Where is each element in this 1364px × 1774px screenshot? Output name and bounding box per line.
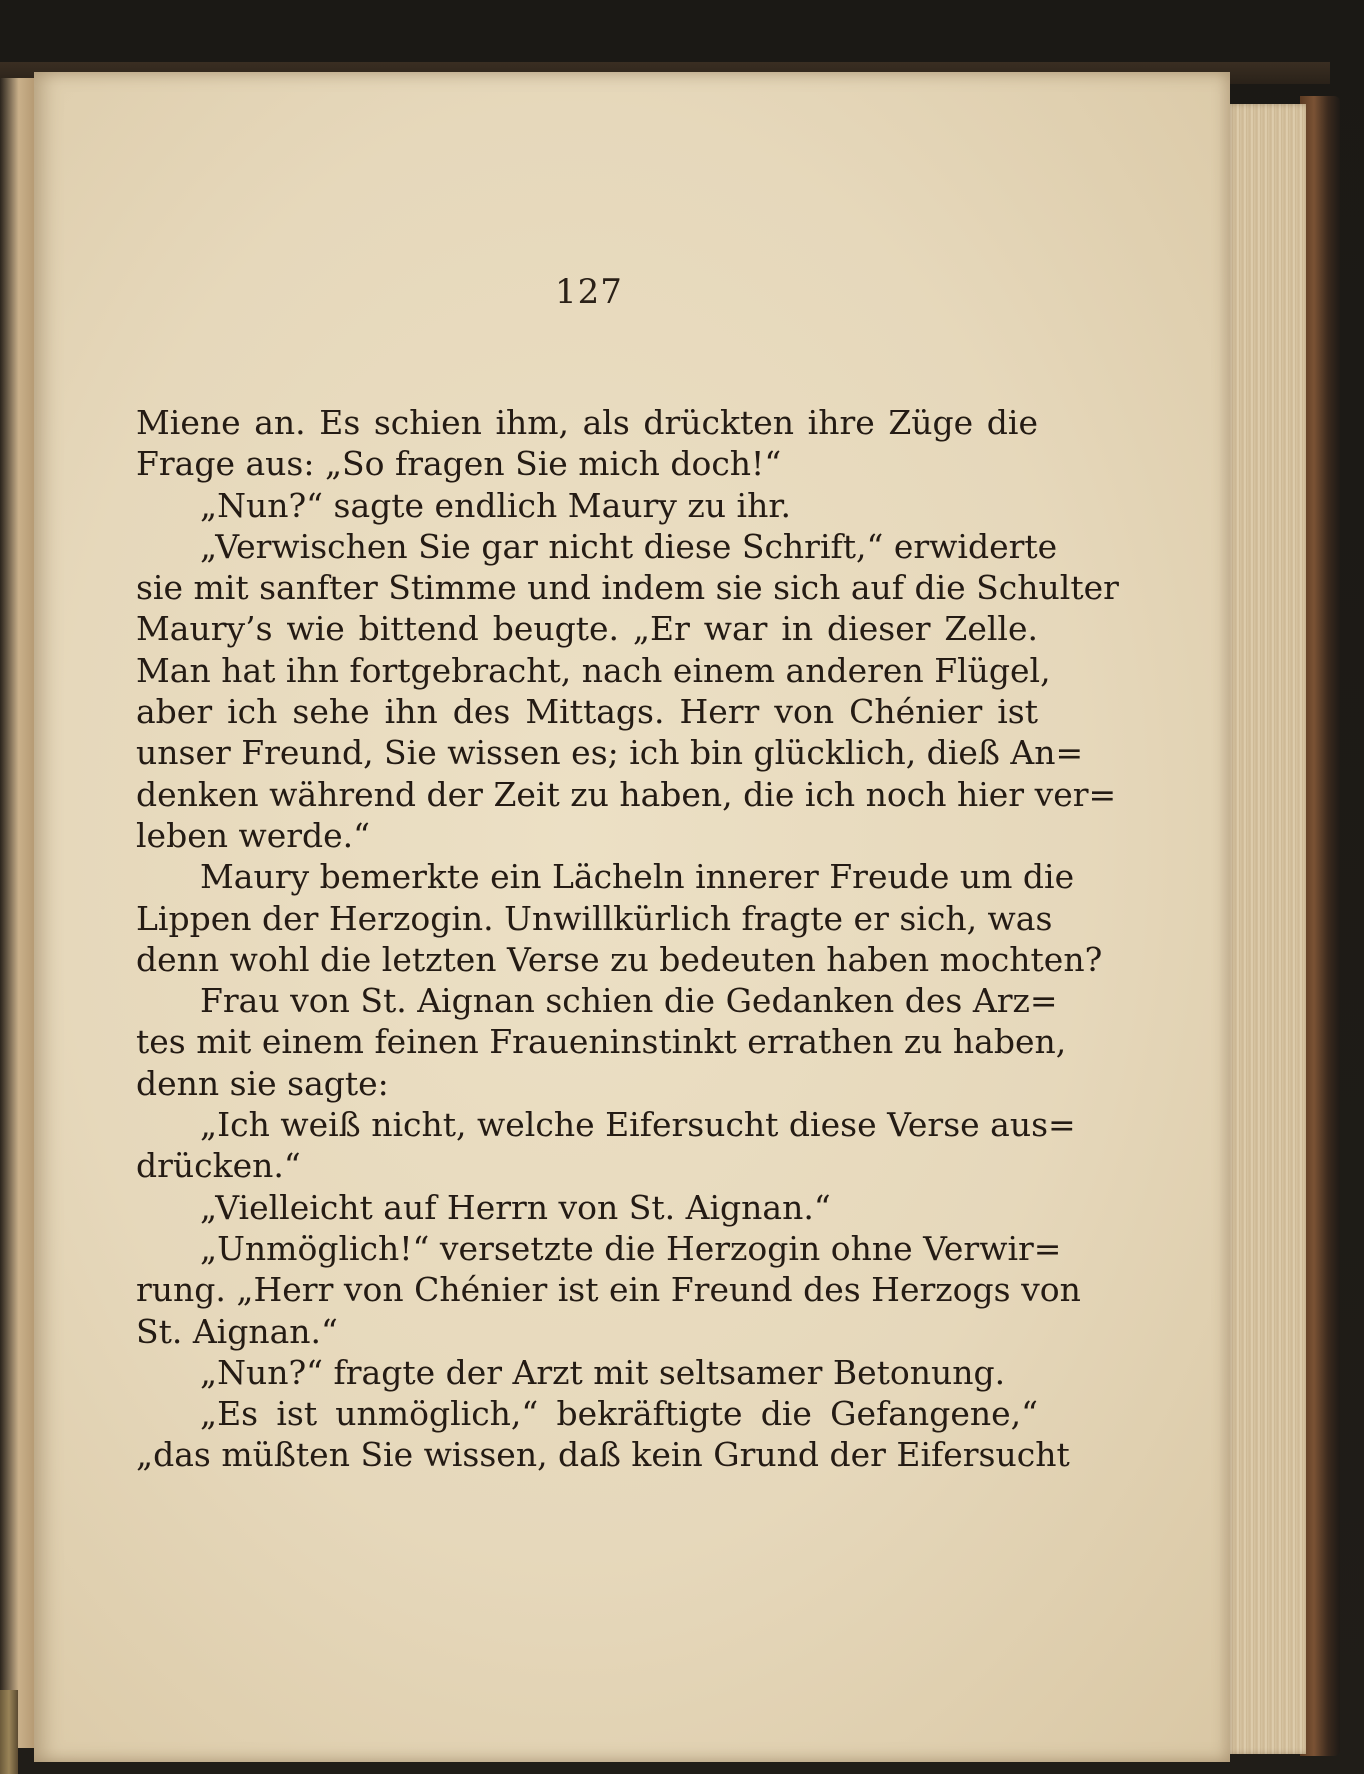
text-line: sie mit sanfter Stimme und indem sie sich auf die Schulter — [136, 568, 1119, 608]
text-line: „Vielleicht auf Herrn von St. Aignan.“ — [200, 1187, 831, 1227]
text-line: denn sie sagte: — [136, 1063, 389, 1103]
book-gutter-edge — [0, 78, 34, 1748]
page-number: 127 — [555, 272, 623, 312]
text-line: aber ich sehe ihn des Mittags. Herr von Chénier ist — [136, 692, 1038, 732]
text-line: Man hat ihn fortgebracht, nach einem anderen Flügel, — [136, 650, 1051, 690]
text-line: St. Aignan.“ — [136, 1311, 338, 1351]
text-line: Maury bemerkte ein Lächeln innerer Freude um die — [200, 857, 1075, 897]
text-line: leben werde.“ — [136, 815, 371, 855]
text-line: Maury’s wie bittend beugte. „Er war in dieser Zelle. — [136, 609, 1038, 649]
book-page — [34, 72, 1230, 1762]
text-line: „das müßten Sie wissen, daß kein Grund der Eifersucht — [136, 1435, 1070, 1475]
text-line: „Es ist unmöglich,“ bekräftigte die Gefangene,“ — [200, 1394, 1038, 1434]
text-line: Lippen der Herzogin. Unwillkürlich fragte er sich, was — [136, 898, 1053, 938]
page-edges-stack — [1226, 104, 1306, 1754]
text-line: Frau von St. Aignan schien die Gedanken des Arz= — [200, 981, 1058, 1021]
text-line: Miene an. Es schien ihm, als drückten ihre Züge die — [136, 403, 1038, 442]
page-text-block — [136, 402, 1119, 1476]
text-line: denn wohl die letzten Verse zu bedeuten haben mochten? — [136, 939, 1103, 979]
text-line: rung. „Herr von Chénier ist ein Freund des Herzogs von — [136, 1270, 1081, 1310]
text-line: „Nun?“ fragte der Arzt mit seltsamer Betonung. — [200, 1352, 1006, 1392]
text-line: tes mit einem feinen Fraueninstinkt errathen zu haben, — [136, 1022, 1067, 1062]
text-line: unser Freund, Sie wissen es; ich bin glücklich, dieß An= — [136, 733, 1084, 773]
text-line: „Unmöglich!“ versetzte die Herzogin ohne Verwir= — [200, 1228, 1062, 1268]
text-line: denken während der Zeit zu haben, die ich noch hier ver= — [136, 774, 1117, 814]
text-line: Frage aus: „So fragen Sie mich doch!“ — [136, 444, 782, 484]
bookmark-ribbon — [0, 1690, 18, 1774]
book-cover-board — [1300, 96, 1340, 1756]
text-line: „Ich weiß nicht, welche Eifersucht diese Verse aus= — [200, 1105, 1076, 1145]
text-line: drücken.“ — [136, 1146, 301, 1186]
text-line: „Verwischen Sie gar nicht diese Schrift,“ erwiderte — [200, 526, 1058, 566]
text-line: „Nun?“ sagte endlich Maury zu ihr. — [200, 485, 791, 525]
